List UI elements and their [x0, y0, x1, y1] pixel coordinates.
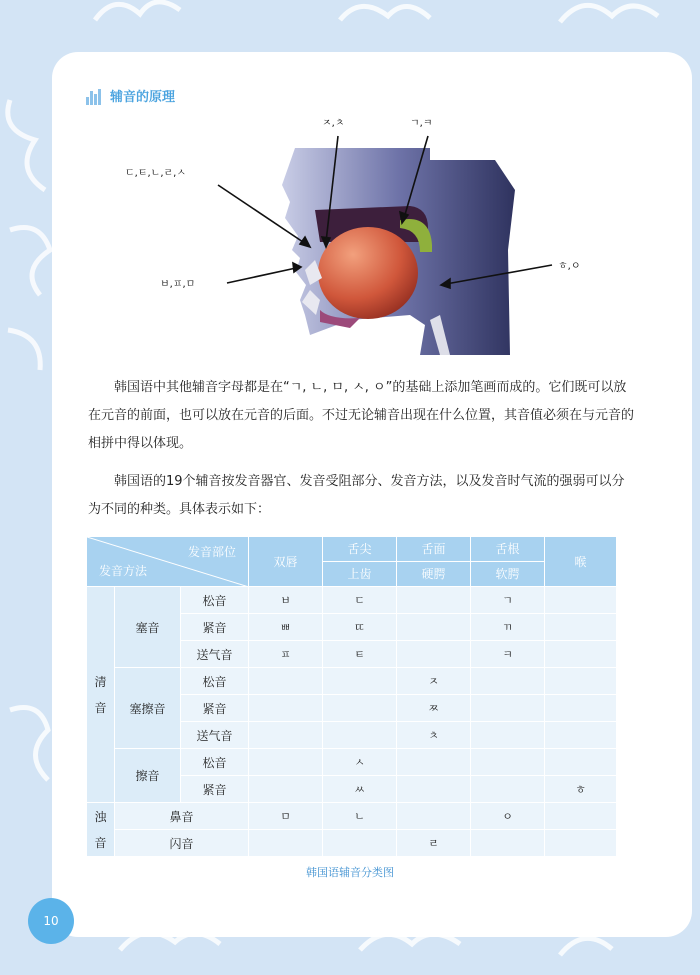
manner-affricate: 塞擦音	[115, 668, 181, 749]
page-number: 10	[28, 898, 74, 944]
type-tense: 紧音	[181, 614, 249, 641]
table-cell: ㄱ	[471, 587, 545, 614]
table-cell: ㅇ	[471, 803, 545, 830]
table-cell	[471, 830, 545, 857]
label-jch: ㅈ,ㅊ	[322, 118, 345, 129]
col-tongue-root-b: 软腭	[471, 562, 545, 587]
table-cell: ㅌ	[323, 641, 397, 668]
table-cell	[323, 722, 397, 749]
col-throat: 喉	[545, 537, 617, 587]
table-cell	[545, 668, 617, 695]
table-cell: ㅃ	[249, 614, 323, 641]
type-lax: 松音	[181, 749, 249, 776]
table-cell: ㄲ	[471, 614, 545, 641]
table-cell	[471, 695, 545, 722]
type-aspirated: 送气音	[181, 722, 249, 749]
label-bpm: ㅂ,ㅍ,ㅁ	[160, 279, 196, 290]
table-cell: ㅋ	[471, 641, 545, 668]
type-lax: 松音	[181, 668, 249, 695]
table-cell	[545, 803, 617, 830]
table-cell	[397, 614, 471, 641]
table-cell	[249, 776, 323, 803]
table-cell	[545, 614, 617, 641]
table-cell	[471, 668, 545, 695]
table-cell	[249, 722, 323, 749]
manner-flap: 闪音	[115, 830, 249, 857]
table-cell: ㅅ	[323, 749, 397, 776]
consonant-table	[86, 536, 617, 857]
corner-articulation-manner: 发音方法	[99, 564, 148, 578]
table-row	[87, 803, 617, 830]
col-tongue-tip-b: 上齿	[323, 562, 397, 587]
paragraph-1: 韩国语中其他辅音字母都是在“ㄱ, ㄴ, ㅁ, ㅅ, ㅇ”的基础上添加笔画而成的。它们既可以放在元音的前面，也可以放在元音的后面。不过无论辅音出现在什么位置，其音值必须在与元音的相拼中得以体现。	[88, 380, 635, 451]
table-cell	[397, 641, 471, 668]
table-cell: ㄹ	[397, 830, 471, 857]
type-tense: 紧音	[181, 776, 249, 803]
table-cell	[397, 803, 471, 830]
table-row	[87, 668, 617, 695]
type-aspirated: 送气音	[181, 641, 249, 668]
section-title: 辅音的原理	[110, 90, 176, 105]
manner-nasal: 鼻音	[115, 803, 249, 830]
table-cell	[249, 668, 323, 695]
col-tongue-root-a: 舌根	[471, 537, 545, 562]
table-cell	[249, 749, 323, 776]
table-cell	[471, 776, 545, 803]
bar-chart-icon	[86, 87, 104, 105]
table-caption: 韩国语辅音分类图	[306, 866, 394, 879]
table-cell	[323, 668, 397, 695]
table-cell: ㅊ	[397, 722, 471, 749]
group-zhuo: 浊 音	[87, 803, 115, 857]
col-tongue-surface-a: 舌面	[397, 537, 471, 562]
table-cell	[545, 695, 617, 722]
table-row	[87, 830, 617, 857]
table-cell: ㄷ	[323, 587, 397, 614]
table-cell: ㅂ	[249, 587, 323, 614]
table-cell	[545, 722, 617, 749]
table-cell	[323, 695, 397, 722]
table-cell	[323, 830, 397, 857]
table-cell	[249, 830, 323, 857]
paragraph-2: 韩国语的19个辅音按发音器官、发音受阻部分、发音方法，以及发音时气流的强弱可以分为不同的种类。具体表示如下：	[88, 474, 625, 517]
table-cell	[545, 587, 617, 614]
table-cell	[545, 641, 617, 668]
label-hng: ㅎ,ㅇ	[558, 261, 581, 272]
table-cell: ㅉ	[397, 695, 471, 722]
table-cell	[397, 587, 471, 614]
section-header	[86, 86, 175, 105]
manner-stop: 塞音	[115, 587, 181, 668]
table-cell: ㅈ	[397, 668, 471, 695]
header-corner	[87, 537, 249, 587]
table-cell: ㄴ	[323, 803, 397, 830]
label-dtnrs: ㄷ,ㅌ,ㄴ,ㄹ,ㅅ	[125, 168, 187, 179]
table-cell	[397, 776, 471, 803]
table-cell	[545, 749, 617, 776]
table-row	[87, 587, 617, 614]
group-qing: 清 音	[87, 587, 115, 803]
table-cell: ㅁ	[249, 803, 323, 830]
table-row	[87, 749, 617, 776]
table-cell	[249, 695, 323, 722]
articulation-diagram	[110, 110, 590, 360]
label-gk: ㄱ,ㅋ	[410, 118, 433, 129]
table-cell	[545, 830, 617, 857]
table-cell	[397, 749, 471, 776]
table-cell	[471, 722, 545, 749]
type-tense: 紧音	[181, 695, 249, 722]
type-lax: 松音	[181, 587, 249, 614]
col-tongue-surface-b: 硬腭	[397, 562, 471, 587]
table-cell: ㅍ	[249, 641, 323, 668]
table-cell: ㅆ	[323, 776, 397, 803]
table-cell	[471, 749, 545, 776]
col-bilabial: 双唇	[249, 537, 323, 587]
manner-fricative: 擦音	[115, 749, 181, 803]
table-header-row	[87, 537, 617, 562]
col-tongue-tip-a: 舌尖	[323, 537, 397, 562]
corner-articulation-place: 发音部位	[188, 545, 237, 559]
head-silhouette	[282, 148, 515, 355]
table-cell: ㅎ	[545, 776, 617, 803]
table-cell: ㄸ	[323, 614, 397, 641]
